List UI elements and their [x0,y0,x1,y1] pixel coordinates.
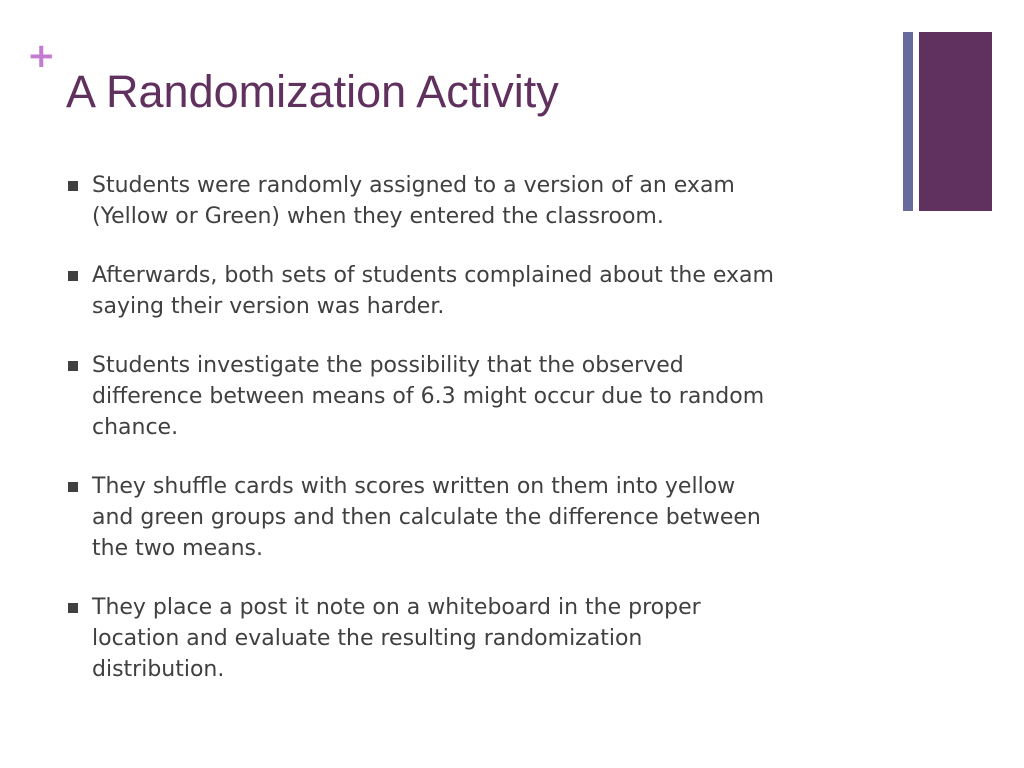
accent-bar-thick [919,32,992,211]
bullet-list [68,170,898,713]
bullet-text: Students investigate the possibility that the observed difference between means of 6.3 might occur due to random chance. [92,353,765,440]
square-bullet-icon [68,361,78,371]
square-bullet-icon [68,603,78,613]
bullet-text: They shuffle cards with scores written on them into yellow and green groups and then calculate the difference between the two means. [92,474,761,561]
square-bullet-icon [68,482,78,492]
bullet-text: They place a post it note on a whiteboard in the proper location and evaluate the resulting randomization distribution. [92,595,701,682]
bullet-item [68,350,898,443]
bullet-item [68,170,898,232]
accent-bar-thin [903,32,913,211]
bullet-text: Afterwards, both sets of students complained about the exam saying their version was harder. [92,263,774,319]
plus-icon: + [27,36,56,76]
bullet-text: Students were randomly assigned to a version of an exam (Yellow or Green) when they entered the classroom. [92,173,735,229]
slide-title: A Randomization Activity [66,66,559,117]
bullet-item [68,471,898,564]
bullet-item [68,260,898,322]
square-bullet-icon [68,181,78,191]
square-bullet-icon [68,271,78,281]
bullet-item [68,592,898,685]
